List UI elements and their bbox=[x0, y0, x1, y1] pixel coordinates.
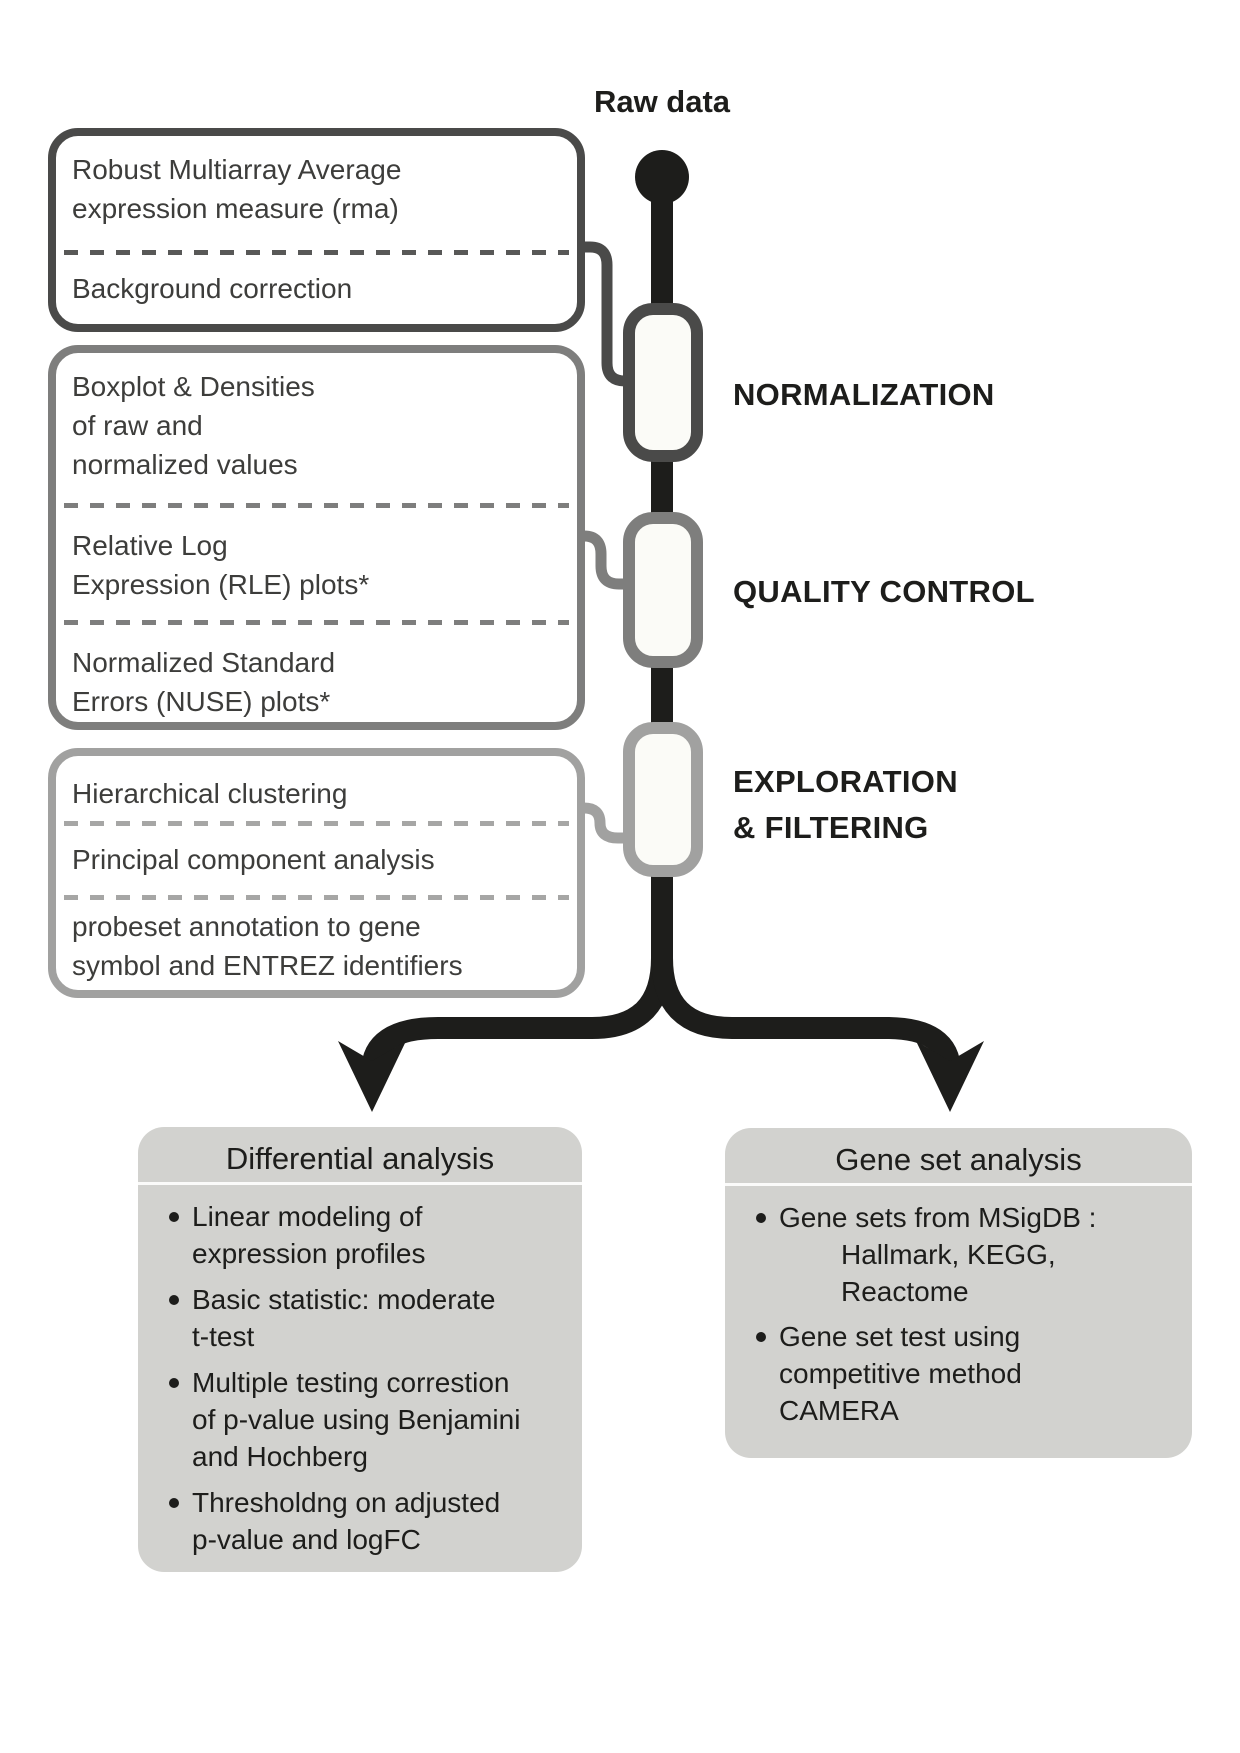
box-line: Robust Multiarray Average bbox=[72, 154, 402, 185]
box-section bbox=[56, 508, 577, 620]
box-section bbox=[56, 826, 577, 895]
box-line: Relative Log bbox=[72, 530, 228, 561]
bullet-icon bbox=[756, 1213, 766, 1223]
stage-label-quality-control bbox=[733, 569, 1035, 615]
differential-analysis-body bbox=[138, 1185, 582, 1558]
box-line: of raw and bbox=[72, 410, 203, 441]
gene-set-analysis-box bbox=[725, 1128, 1192, 1458]
quality-control-methods-box bbox=[48, 345, 585, 730]
bullet-icon bbox=[756, 1332, 766, 1342]
node-quality-control bbox=[623, 512, 703, 668]
box-line: Expression (RLE) plots* bbox=[72, 569, 370, 600]
stage-label-normalization bbox=[733, 372, 995, 418]
page-title: Raw data bbox=[593, 84, 731, 119]
bullet-line: competitive method bbox=[779, 1358, 1022, 1389]
bullet-line: Hallmark, KEGG, bbox=[841, 1239, 1056, 1270]
bullet-line: CAMERA bbox=[779, 1395, 899, 1426]
bullet-line: Multiple testing correstion bbox=[192, 1367, 510, 1398]
bullet-line: Basic statistic: moderate bbox=[192, 1284, 496, 1315]
bullet-line: expression profiles bbox=[192, 1238, 426, 1269]
bullet-line: Linear modeling of bbox=[192, 1201, 423, 1232]
list-item bbox=[169, 1364, 572, 1475]
box-line: Errors (NUSE) plots* bbox=[72, 686, 331, 717]
bullet-line: Thresholdng on adjusted bbox=[192, 1487, 501, 1518]
differential-analysis-title: Differential analysis bbox=[138, 1127, 582, 1185]
box-line: expression measure (rma) bbox=[72, 193, 399, 224]
stage-label-line: EXPLORATION bbox=[733, 764, 958, 799]
gene-set-analysis-body bbox=[725, 1186, 1192, 1429]
box-section bbox=[56, 353, 577, 503]
box-section bbox=[56, 136, 577, 250]
branch-right-line bbox=[662, 872, 950, 1072]
list-item bbox=[169, 1198, 572, 1272]
bullet-line: t-test bbox=[192, 1321, 255, 1352]
box-line: Normalized Standard bbox=[72, 647, 336, 678]
box-line: symbol and ENTREZ identifiers bbox=[72, 950, 463, 981]
box-line: Hierarchical clustering bbox=[72, 778, 348, 809]
bullet-line: of p-value using Benjamini bbox=[192, 1404, 521, 1435]
node-exploration-filtering bbox=[623, 722, 703, 877]
list-item bbox=[756, 1199, 1182, 1310]
bullet-icon bbox=[169, 1295, 179, 1305]
bullet-line: Gene set test using bbox=[779, 1321, 1021, 1352]
normalization-methods-box bbox=[48, 128, 585, 332]
bullet-line: p-value and logFC bbox=[192, 1524, 421, 1555]
node-normalization bbox=[623, 303, 703, 462]
box-section bbox=[56, 255, 577, 324]
box-section bbox=[56, 756, 577, 821]
stage-label-line: & FILTERING bbox=[733, 810, 929, 845]
bullet-icon bbox=[169, 1212, 179, 1222]
bullet-icon bbox=[169, 1498, 179, 1508]
bullet-icon bbox=[169, 1378, 179, 1388]
box-line: normalized values bbox=[72, 449, 298, 480]
box-line: Background correction bbox=[72, 273, 353, 304]
stage-label-line: QUALITY CONTROL bbox=[733, 574, 1035, 609]
list-item bbox=[169, 1484, 572, 1558]
box-section bbox=[56, 900, 577, 990]
stage-label-line: NORMALIZATION bbox=[733, 377, 995, 412]
list-item bbox=[756, 1318, 1182, 1429]
bullet-line: Reactome bbox=[841, 1276, 969, 1307]
bullet-line: and Hochberg bbox=[192, 1441, 368, 1472]
stage-label-exploration-filtering bbox=[733, 759, 958, 851]
list-item bbox=[169, 1281, 572, 1355]
box-section bbox=[56, 625, 577, 722]
differential-analysis-box bbox=[138, 1127, 582, 1572]
exploration-methods-box bbox=[48, 748, 585, 998]
gene-set-analysis-title: Gene set analysis bbox=[725, 1128, 1192, 1186]
box-line: Boxplot & Densities bbox=[72, 371, 315, 402]
bullet-line: Gene sets from MSigDB : bbox=[779, 1202, 1097, 1233]
box-line: probeset annotation to gene bbox=[72, 911, 421, 942]
box-line: Principal component analysis bbox=[72, 844, 435, 875]
